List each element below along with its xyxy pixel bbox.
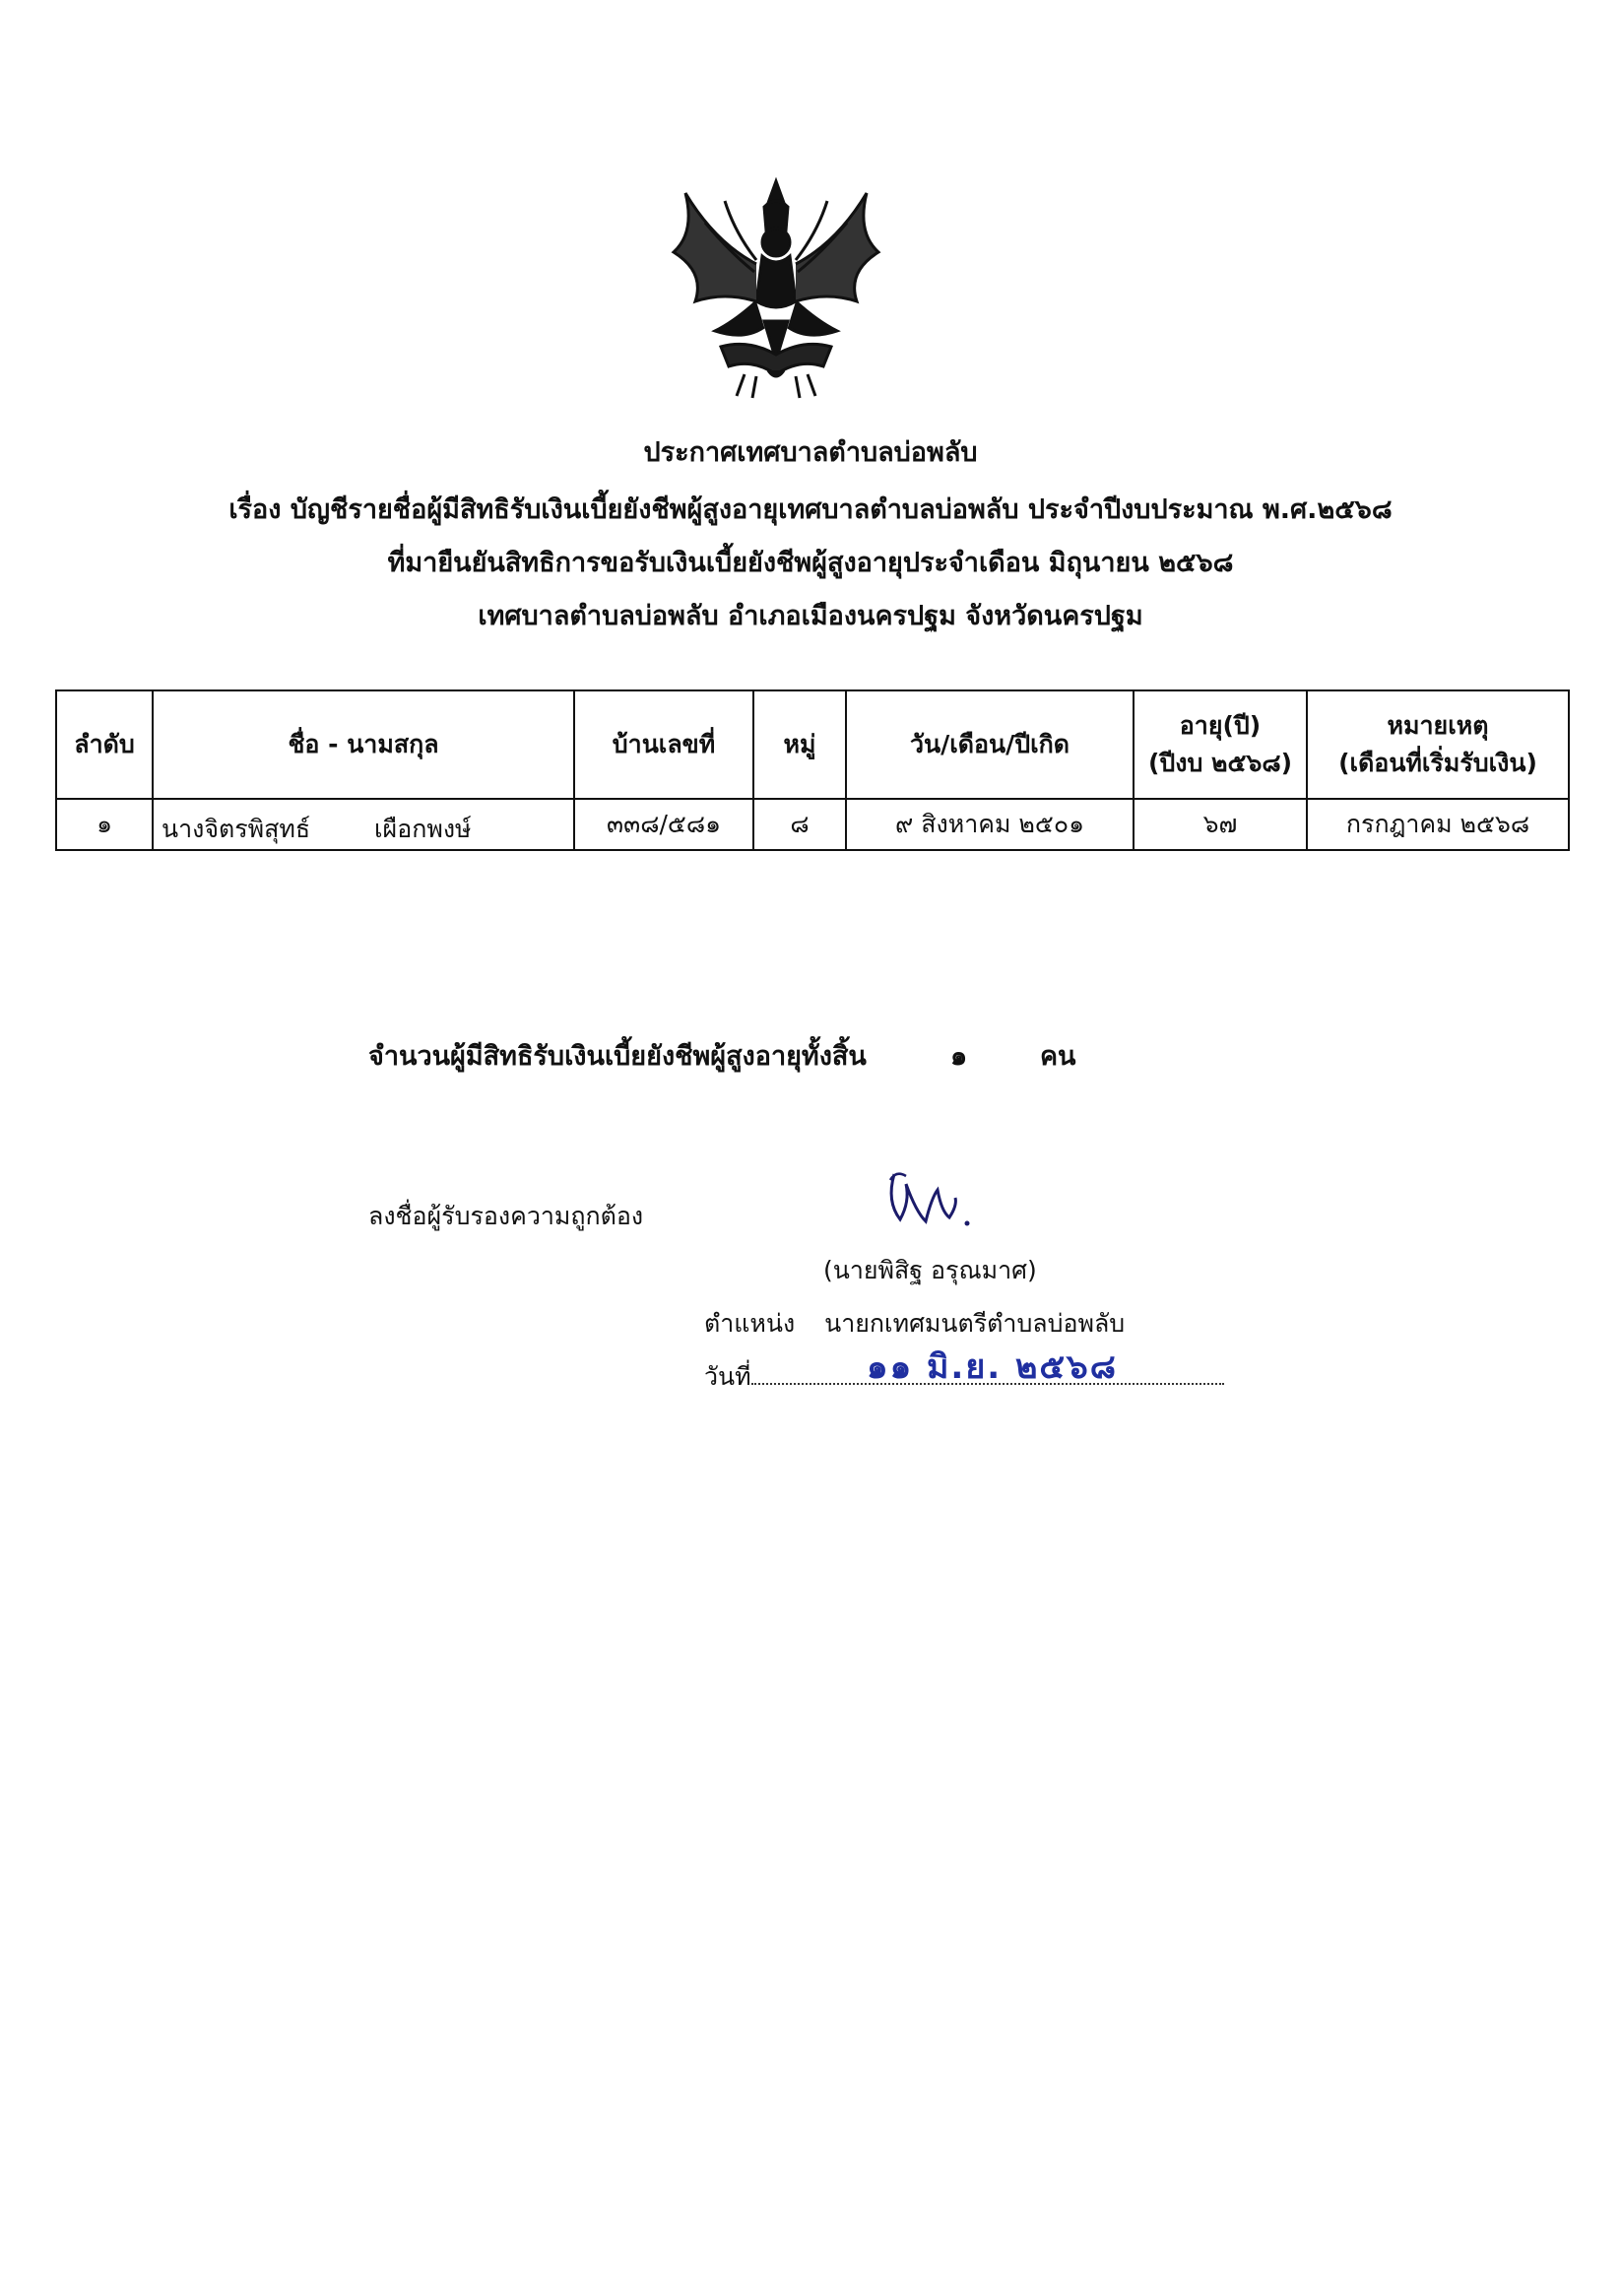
total-label: จำนวนผู้มีสิทธิรับเงินเบี้ยยังชีพผู้สูงอายุทั้งสิ้น — [368, 1041, 867, 1072]
position-label: ตำแหน่ง — [704, 1309, 796, 1338]
surname: เผือกพงษ์ — [374, 815, 472, 843]
column-header-village: หมู่ — [753, 690, 846, 799]
handwritten-signature — [876, 1162, 995, 1241]
cell-birth-date: ๙ สิงหาคม ๒๕๐๑ — [846, 799, 1134, 850]
announcement-title: ประกาศเทศบาลตำบลบ่อพลับ — [643, 437, 978, 468]
remark-header-line2: (เดือนที่เริ่มรับเงิน) — [1338, 749, 1537, 777]
cell-order: ๑ — [56, 799, 153, 850]
certifier-label: ลงชื่อผู้รับรองความถูกต้อง — [368, 1202, 644, 1230]
age-header-line1: อายุ(ปี) — [1179, 711, 1262, 740]
signer-name: (นายพิสิฐ อรุณมาศ) — [823, 1256, 1037, 1284]
municipality-line: เทศบาลตำบลบ่อพลับ อำเภอเมืองนครปฐม จังหวัดนครปฐม — [478, 601, 1143, 631]
date-stamp: ๑๑ มิ.ย. ๒๕๖๘ — [867, 1347, 1118, 1387]
table-row — [56, 799, 1569, 850]
subject-line: เรื่อง บัญชีรายชื่อผู้มีสิทธิรับเงินเบี้ยยังชีพผู้สูงอายุเทศบาลตำบลบ่อพลับ ประจำปีงบประมาณ พ.ศ.๒๕๖๘ — [228, 494, 1393, 525]
column-header-birth-date: วัน/เดือน/ปีเกิด — [846, 690, 1134, 799]
column-header-remark — [1307, 690, 1569, 799]
cell-village: ๘ — [753, 799, 846, 850]
first-name: นางจิตรพิสุทธ์ — [162, 815, 311, 843]
garuda-emblem-icon — [666, 173, 886, 402]
column-header-order: ลำดับ — [56, 690, 153, 799]
column-header-name: ชื่อ - นามสกุล — [153, 690, 574, 799]
beneficiary-table — [55, 689, 1570, 851]
column-header-age — [1134, 690, 1307, 799]
signer-position — [704, 1304, 1125, 1344]
date-label: วันที่ — [704, 1362, 751, 1391]
age-header-line2: (ปีงบ ๒๕๖๘) — [1147, 749, 1293, 777]
cell-remark: กรกฎาคม ๒๕๖๘ — [1307, 799, 1569, 850]
table-header-row — [56, 690, 1569, 799]
subject-detail-line: ที่มายืนยันสิทธิการขอรับเงินเบี้ยยังชีพผู้สูงอายุประจำเดือน มิถุนายน ๒๕๖๘ — [387, 548, 1234, 578]
total-count: ๑ — [950, 1041, 968, 1072]
cell-house-no: ๓๓๘/๕๘๑ — [574, 799, 753, 850]
column-header-house-no: บ้านเลขที่ — [574, 690, 753, 799]
cell-name — [153, 799, 574, 850]
total-unit: คน — [1040, 1041, 1076, 1072]
position-value: นายกเทศมนตรีตำบลบ่อพลับ — [824, 1309, 1126, 1338]
cell-age: ๖๗ — [1134, 799, 1307, 850]
remark-header-line1: หมายเหตุ — [1387, 711, 1489, 740]
